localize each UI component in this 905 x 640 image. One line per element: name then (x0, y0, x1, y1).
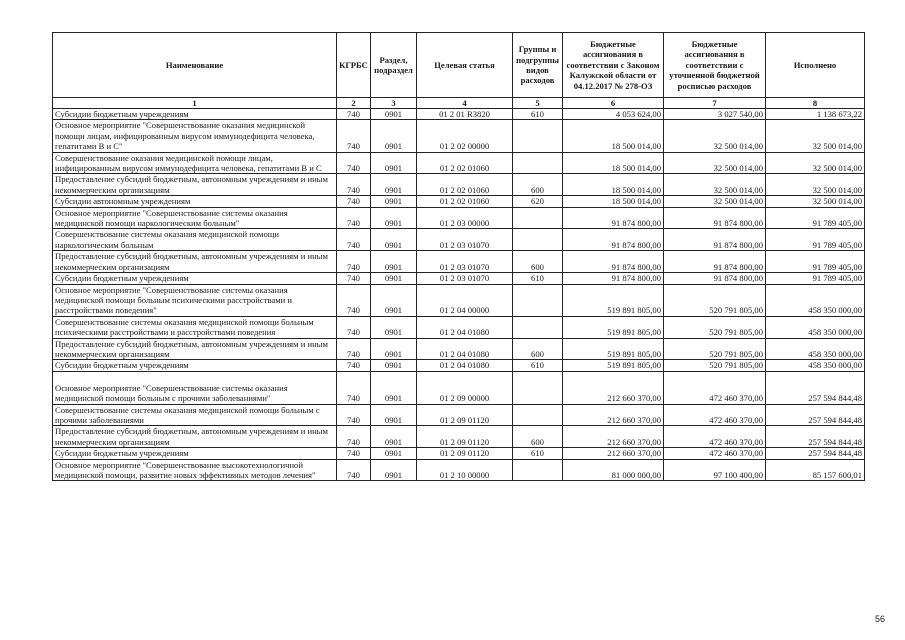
row-kgrbs: 740 (337, 371, 371, 404)
column-number: 7 (664, 98, 766, 109)
row-name: Основное мероприятие "Совершенствование системы оказания медицинской помощи наркологическим больным" (53, 207, 337, 229)
row-razdel: 0901 (371, 207, 417, 229)
header-law: Бюджетные ассигнования в соответствии с Законом Калужской области от 04.12.2017 № 278-ОЗ (563, 33, 664, 98)
row-law-amount: 212 660 370,00 (563, 426, 664, 448)
row-kgrbs: 740 (337, 120, 371, 152)
row-expense-type: 600 (513, 426, 563, 448)
table-row (53, 152, 865, 174)
row-kgrbs: 740 (337, 152, 371, 174)
row-expense-type: 600 (513, 338, 563, 360)
row-executed-amount: 458 350 000,00 (766, 316, 865, 338)
column-number: 4 (417, 98, 513, 109)
row-target-article: 01 2 02 00000 (417, 120, 513, 152)
row-name: Совершенствование оказания медицинской помощи лицам, инфицированным вирусом иммунодефицита человека, гепатитами В и С (53, 152, 337, 174)
row-name: Субсидии автономным учреждениям (53, 196, 337, 207)
row-kgrbs: 740 (337, 360, 371, 371)
row-name: Совершенствование системы оказания медицинской помощи больным психическими расстройствами и расстройствами поведения (53, 316, 337, 338)
row-razdel: 0901 (371, 360, 417, 371)
row-law-amount: 519 891 805,00 (563, 284, 664, 316)
row-executed-amount: 91 789 405,00 (766, 251, 865, 273)
header-celevaya: Целевая статья (417, 33, 513, 98)
row-kgrbs: 740 (337, 174, 371, 196)
row-target-article: 01 2 02 01060 (417, 174, 513, 196)
row-target-article: 01 2 09 01120 (417, 404, 513, 426)
row-target-article: 01 2 02 01060 (417, 152, 513, 174)
row-target-article: 01 2 02 01060 (417, 196, 513, 207)
column-number: 8 (766, 98, 865, 109)
header-name: Наименование (53, 33, 337, 98)
row-name: Субсидии бюджетным учреждениям (53, 273, 337, 284)
row-razdel: 0901 (371, 404, 417, 426)
row-razdel: 0901 (371, 284, 417, 316)
row-razdel: 0901 (371, 448, 417, 459)
row-law-amount: 18 500 014,00 (563, 152, 664, 174)
table-row (53, 284, 865, 316)
row-razdel: 0901 (371, 316, 417, 338)
row-kgrbs: 740 (337, 273, 371, 284)
column-number: 2 (337, 98, 371, 109)
row-expense-type (513, 207, 563, 229)
row-expense-type (513, 229, 563, 251)
row-razdel: 0901 (371, 174, 417, 196)
table-row (53, 273, 865, 284)
row-schedule-amount: 472 460 370,00 (664, 426, 766, 448)
row-expense-type: 610 (513, 109, 563, 120)
row-law-amount: 519 891 805,00 (563, 360, 664, 371)
row-law-amount: 519 891 805,00 (563, 338, 664, 360)
row-executed-amount: 257 594 844,48 (766, 426, 865, 448)
row-expense-type (513, 404, 563, 426)
row-schedule-amount: 32 500 014,00 (664, 120, 766, 152)
row-razdel: 0901 (371, 371, 417, 404)
row-law-amount: 91 874 800,00 (563, 273, 664, 284)
table-row (53, 196, 865, 207)
row-name: Предоставление субсидий бюджетным, автономным учреждениям и иным некоммерческим организациям (53, 174, 337, 196)
row-name: Предоставление субсидий бюджетным, автономным учреждениям и иным некоммерческим организациям (53, 338, 337, 360)
row-law-amount: 91 874 800,00 (563, 229, 664, 251)
table-row (53, 229, 865, 251)
row-law-amount: 91 874 800,00 (563, 251, 664, 273)
row-executed-amount: 257 594 844,48 (766, 448, 865, 459)
row-kgrbs: 740 (337, 207, 371, 229)
row-expense-type: 600 (513, 174, 563, 196)
row-law-amount: 519 891 805,00 (563, 316, 664, 338)
row-schedule-amount: 472 460 370,00 (664, 404, 766, 426)
row-kgrbs: 740 (337, 284, 371, 316)
row-executed-amount: 91 789 405,00 (766, 207, 865, 229)
row-name: Основное мероприятие "Совершенствование системы оказания медицинской помощи больным психическими расстройствами и расстройствами поведения" (53, 284, 337, 316)
column-number: 1 (53, 98, 337, 109)
row-name: Совершенствование системы оказания медицинской помощи больным с прочими заболеваниями (53, 404, 337, 426)
row-expense-type: 610 (513, 273, 563, 284)
row-schedule-amount: 91 874 800,00 (664, 207, 766, 229)
row-executed-amount: 32 500 014,00 (766, 152, 865, 174)
row-expense-type: 610 (513, 360, 563, 371)
row-law-amount: 81 000 000,00 (563, 459, 664, 481)
row-executed-amount: 32 500 014,00 (766, 120, 865, 152)
row-executed-amount: 91 789 405,00 (766, 273, 865, 284)
row-target-article: 01 2 04 01080 (417, 338, 513, 360)
row-schedule-amount: 3 027 540,00 (664, 109, 766, 120)
row-kgrbs: 740 (337, 338, 371, 360)
table-row (53, 251, 865, 273)
row-kgrbs: 740 (337, 426, 371, 448)
row-expense-type: 610 (513, 448, 563, 459)
row-name: Предоставление субсидий бюджетным, автономным учреждениям и иным некоммерческим организациям (53, 251, 337, 273)
row-kgrbs: 740 (337, 251, 371, 273)
row-executed-amount: 458 350 000,00 (766, 338, 865, 360)
row-law-amount: 18 500 014,00 (563, 120, 664, 152)
row-law-amount: 91 874 800,00 (563, 207, 664, 229)
row-schedule-amount: 97 100 400,00 (664, 459, 766, 481)
row-expense-type: 600 (513, 251, 563, 273)
row-kgrbs: 740 (337, 229, 371, 251)
row-name: Основное мероприятие "Совершенствование системы оказания медицинской помощи больным с прочими заболеваниями" (53, 371, 337, 404)
table-row (53, 371, 865, 404)
row-razdel: 0901 (371, 196, 417, 207)
row-law-amount: 212 660 370,00 (563, 371, 664, 404)
row-kgrbs: 740 (337, 109, 371, 120)
row-executed-amount: 257 594 844,48 (766, 404, 865, 426)
budget-table (52, 32, 865, 481)
row-target-article: 01 2 03 01070 (417, 251, 513, 273)
row-kgrbs: 740 (337, 404, 371, 426)
header-ispolneno: Исполнено (766, 33, 865, 98)
table-row (53, 207, 865, 229)
row-schedule-amount: 91 874 800,00 (664, 251, 766, 273)
row-schedule-amount: 91 874 800,00 (664, 229, 766, 251)
table-row (53, 338, 865, 360)
row-razdel: 0901 (371, 120, 417, 152)
row-law-amount: 18 500 014,00 (563, 174, 664, 196)
row-target-article: 01 2 01 R3820 (417, 109, 513, 120)
table-header (53, 33, 865, 109)
row-razdel: 0901 (371, 109, 417, 120)
row-schedule-amount: 520 791 805,00 (664, 316, 766, 338)
row-expense-type (513, 120, 563, 152)
column-number: 3 (371, 98, 417, 109)
row-kgrbs: 740 (337, 196, 371, 207)
table-row (53, 174, 865, 196)
header-rospis: Бюджетные ассигнования в соответствии с уточненной бюджетной росписью расходов (664, 33, 766, 98)
column-number: 6 (563, 98, 664, 109)
row-expense-type: 620 (513, 196, 563, 207)
row-law-amount: 212 660 370,00 (563, 448, 664, 459)
table-row (53, 120, 865, 152)
row-schedule-amount: 32 500 014,00 (664, 152, 766, 174)
row-target-article: 01 2 04 01080 (417, 360, 513, 371)
row-executed-amount: 32 500 014,00 (766, 174, 865, 196)
column-number-row (53, 98, 865, 109)
page-number: 56 (874, 614, 885, 624)
row-razdel: 0901 (371, 251, 417, 273)
row-target-article: 01 2 10 00000 (417, 459, 513, 481)
row-schedule-amount: 472 460 370,00 (664, 371, 766, 404)
row-target-article: 01 2 04 01080 (417, 316, 513, 338)
row-schedule-amount: 472 460 370,00 (664, 448, 766, 459)
table-row (53, 109, 865, 120)
row-razdel: 0901 (371, 426, 417, 448)
row-razdel: 0901 (371, 338, 417, 360)
row-expense-type (513, 284, 563, 316)
table-row (53, 448, 865, 459)
row-kgrbs: 740 (337, 459, 371, 481)
row-expense-type (513, 371, 563, 404)
row-schedule-amount: 520 791 805,00 (664, 284, 766, 316)
row-razdel: 0901 (371, 229, 417, 251)
row-expense-type (513, 316, 563, 338)
row-executed-amount: 257 594 844,48 (766, 371, 865, 404)
row-target-article: 01 2 03 01070 (417, 229, 513, 251)
row-name: Субсидии бюджетным учреждениям (53, 448, 337, 459)
row-executed-amount: 1 138 673,22 (766, 109, 865, 120)
row-executed-amount: 458 350 000,00 (766, 284, 865, 316)
row-name: Предоставление субсидий бюджетным, автономным учреждениям и иным некоммерческим организациям (53, 426, 337, 448)
row-law-amount: 4 053 624,00 (563, 109, 664, 120)
row-law-amount: 212 660 370,00 (563, 404, 664, 426)
row-schedule-amount: 520 791 805,00 (664, 338, 766, 360)
header-row (53, 33, 865, 98)
row-kgrbs: 740 (337, 316, 371, 338)
row-target-article: 01 2 03 00000 (417, 207, 513, 229)
row-schedule-amount: 32 500 014,00 (664, 196, 766, 207)
row-target-article: 01 2 09 00000 (417, 371, 513, 404)
header-kgrbs: КГРБС (337, 33, 371, 98)
row-name: Субсидии бюджетным учреждениям (53, 360, 337, 371)
row-target-article: 01 2 03 01070 (417, 273, 513, 284)
row-schedule-amount: 520 791 805,00 (664, 360, 766, 371)
row-executed-amount: 458 350 000,00 (766, 360, 865, 371)
row-razdel: 0901 (371, 459, 417, 481)
row-name: Субсидии бюджетным учреждениям (53, 109, 337, 120)
table-row (53, 459, 865, 481)
row-law-amount: 18 500 014,00 (563, 196, 664, 207)
row-executed-amount: 85 157 600,01 (766, 459, 865, 481)
row-name: Основное мероприятие "Совершенствование оказания медицинской помощи лицам, инфицированным вирусом иммунодефицита человека, гепатитами В и С" (53, 120, 337, 152)
header-razdel: Раздел, подраздел (371, 33, 417, 98)
header-gruppy: Группы и подгруппы видов расходов (513, 33, 563, 98)
row-executed-amount: 32 500 014,00 (766, 196, 865, 207)
table-row (53, 404, 865, 426)
table-row (53, 426, 865, 448)
table-row (53, 316, 865, 338)
row-name: Совершенствование системы оказания медицинской помощи наркологическим больным (53, 229, 337, 251)
row-executed-amount: 91 789 405,00 (766, 229, 865, 251)
row-schedule-amount: 91 874 800,00 (664, 273, 766, 284)
row-expense-type (513, 152, 563, 174)
row-schedule-amount: 32 500 014,00 (664, 174, 766, 196)
row-name: Основное мероприятие "Совершенствование высокотехнологичной медицинской помощи, развитие новых эффективных методов лечения" (53, 459, 337, 481)
row-kgrbs: 740 (337, 448, 371, 459)
table-body (53, 109, 865, 481)
table-row (53, 360, 865, 371)
column-number: 5 (513, 98, 563, 109)
row-razdel: 0901 (371, 273, 417, 284)
row-target-article: 01 2 09 01120 (417, 426, 513, 448)
row-target-article: 01 2 04 00000 (417, 284, 513, 316)
row-target-article: 01 2 09 01120 (417, 448, 513, 459)
row-expense-type (513, 459, 563, 481)
row-razdel: 0901 (371, 152, 417, 174)
